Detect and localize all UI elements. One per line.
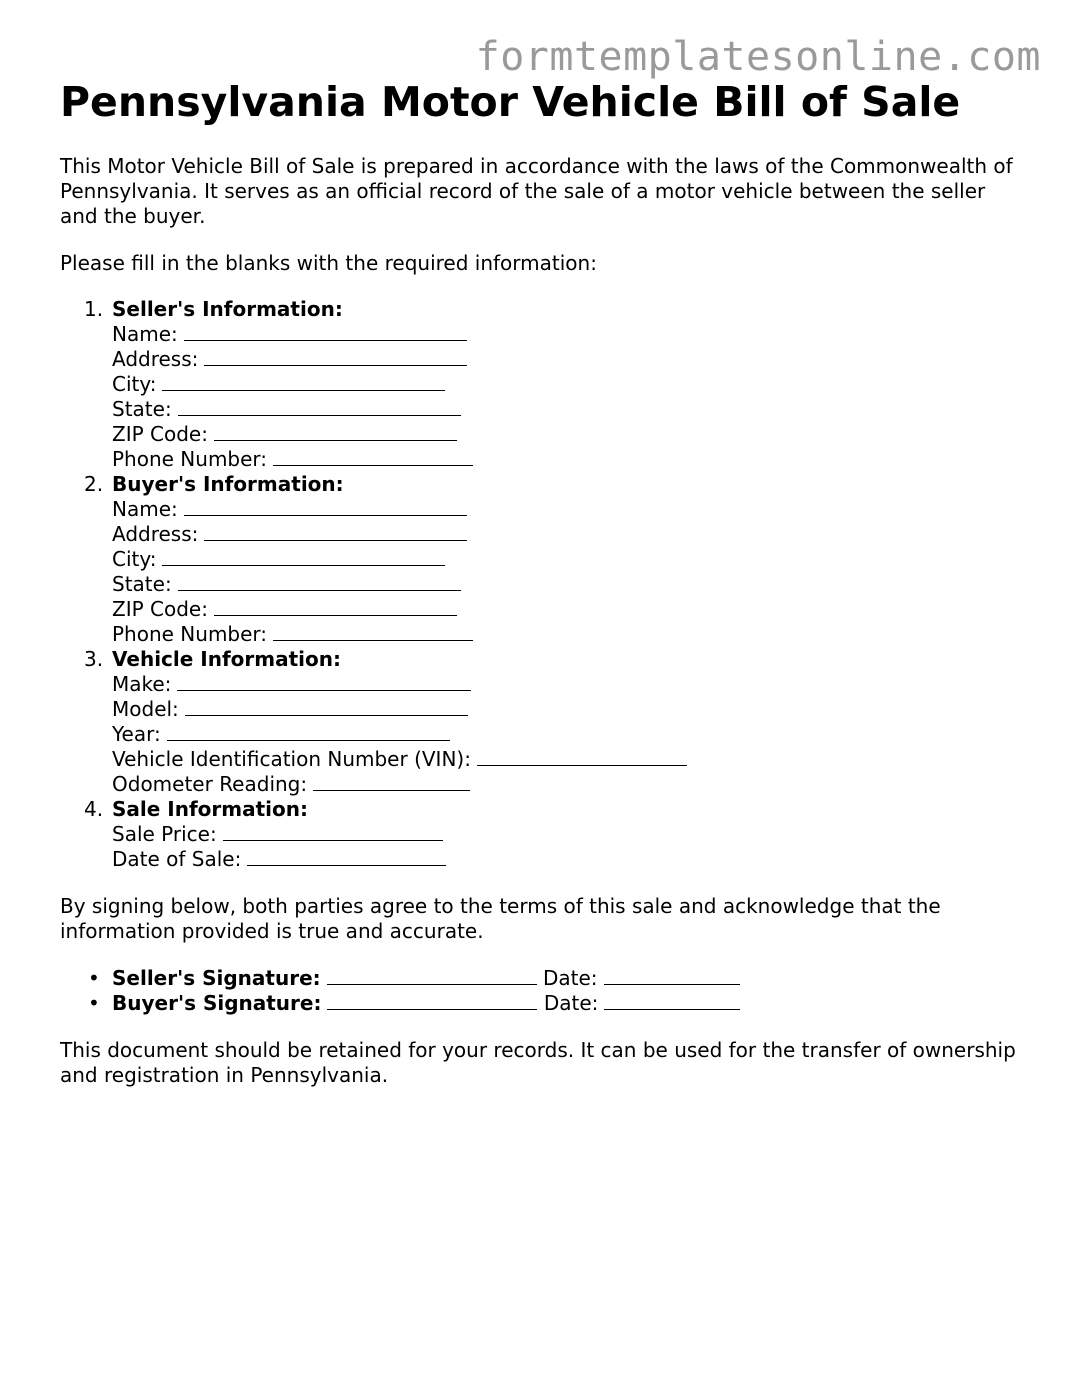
buyer-phone-field: Phone Number: — [112, 622, 1020, 647]
page-title: Pennsylvania Motor Vehicle Bill of Sale — [60, 78, 961, 126]
buyer-zip-field: ZIP Code: — [112, 597, 1020, 622]
section-sale — [60, 797, 1020, 872]
section-title: Seller's Information: — [112, 297, 343, 321]
buyer-name-blank[interactable] — [184, 497, 467, 516]
form-sections — [60, 297, 1020, 872]
buyer-state-blank[interactable] — [178, 572, 461, 591]
bullet-icon: • — [88, 991, 100, 1015]
seller-zip-field: ZIP Code: — [112, 422, 1020, 447]
buyer-address-blank[interactable] — [204, 522, 467, 541]
buyer-signature-line — [60, 991, 1020, 1016]
section-number: 4. — [84, 797, 104, 821]
vehicle-year-blank[interactable] — [167, 722, 450, 741]
section-number: 3. — [84, 647, 104, 671]
vehicle-vin-field: Vehicle Identification Number (VIN): — [112, 747, 1020, 772]
buyer-zip-blank[interactable] — [214, 597, 457, 616]
signature-list — [60, 966, 1020, 1016]
buyer-date-blank[interactable] — [604, 991, 740, 1010]
watermark: formtemplatesonline.com — [475, 34, 1041, 80]
sale-price-field: Sale Price: — [112, 822, 1020, 847]
section-title: Buyer's Information: — [112, 472, 344, 496]
date-label: Date: — [543, 991, 599, 1015]
vehicle-odometer-field: Odometer Reading: — [112, 772, 1020, 797]
buyer-name-field: Name: — [112, 497, 1020, 522]
vehicle-model-blank[interactable] — [185, 697, 468, 716]
vehicle-make-blank[interactable] — [177, 672, 471, 691]
agreement-paragraph: By signing below, both parties agree to the terms of this sale and acknowledge that the information provided is true and accurate. — [60, 894, 941, 943]
seller-phone-blank[interactable] — [273, 447, 473, 466]
section-title: Sale Information: — [112, 797, 308, 821]
seller-state-blank[interactable] — [178, 397, 461, 416]
date-label: Date: — [543, 966, 598, 990]
section-number: 1. — [84, 297, 104, 321]
section-seller — [60, 297, 1020, 472]
seller-zip-blank[interactable] — [214, 422, 457, 441]
section-vehicle — [60, 647, 1020, 797]
section-number: 2. — [84, 472, 104, 496]
buyer-phone-blank[interactable] — [273, 622, 473, 641]
document-page — [60, 72, 1020, 1088]
intro-paragraph: This Motor Vehicle Bill of Sale is prepared in accordance with the laws of the Commonwealth of Pennsylvania. It serves as an official record of the sale of a motor vehicle between the seller and the buyer. — [60, 154, 1013, 228]
seller-signature-line — [60, 966, 1020, 991]
signature-label: Seller's Signature: — [112, 966, 321, 990]
seller-name-field: Name: — [112, 322, 1020, 347]
sale-date-field: Date of Sale: — [112, 847, 1020, 872]
buyer-city-blank[interactable] — [162, 547, 445, 566]
seller-phone-field: Phone Number: — [112, 447, 1020, 472]
seller-date-blank[interactable] — [604, 966, 740, 985]
seller-address-field: Address: — [112, 347, 1020, 372]
vehicle-odometer-blank[interactable] — [313, 772, 470, 791]
signature-label: Buyer's Signature: — [112, 991, 322, 1015]
instruction-text: Please fill in the blanks with the required information: — [60, 251, 597, 275]
buyer-address-field: Address: — [112, 522, 1020, 547]
buyer-signature-blank[interactable] — [327, 991, 537, 1010]
section-title: Vehicle Information: — [112, 647, 341, 671]
buyer-state-field: State: — [112, 572, 1020, 597]
sale-price-blank[interactable] — [223, 822, 443, 841]
seller-signature-blank[interactable] — [327, 966, 537, 985]
seller-city-blank[interactable] — [162, 372, 445, 391]
vehicle-year-field: Year: — [112, 722, 1020, 747]
section-buyer — [60, 472, 1020, 647]
bullet-icon: • — [88, 966, 100, 990]
seller-address-blank[interactable] — [204, 347, 467, 366]
vehicle-make-field: Make: — [112, 672, 1020, 697]
seller-city-field: City: — [112, 372, 1020, 397]
seller-name-blank[interactable] — [184, 322, 467, 341]
vehicle-vin-blank[interactable] — [477, 747, 687, 766]
sale-date-blank[interactable] — [247, 847, 446, 866]
retention-paragraph: This document should be retained for your records. It can be used for the transfer of ownership and registration in Pennsylvania. — [60, 1038, 1016, 1087]
seller-state-field: State: — [112, 397, 1020, 422]
buyer-city-field: City: — [112, 547, 1020, 572]
vehicle-model-field: Model: — [112, 697, 1020, 722]
